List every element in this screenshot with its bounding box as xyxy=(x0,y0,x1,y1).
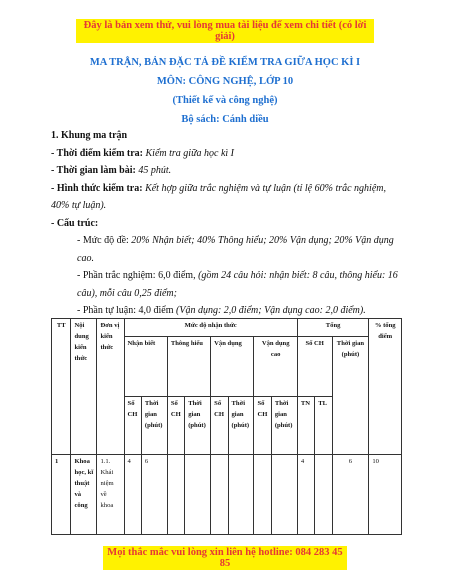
vdc-thoi-gian: Thời gian (phút) xyxy=(271,397,297,455)
header-total-time: Thời gian (phút) xyxy=(332,337,369,455)
structure-mcq-value: (gồm 24 câu hỏi: nhận biết: 8 câu, thông hiểu: 16 câu), mỗi câu 0,25 điểm; xyxy=(77,270,398,299)
row1-time-total: 6 xyxy=(332,455,369,535)
row1-vd-time xyxy=(228,455,254,535)
header-percent: % tổng điểm xyxy=(369,319,402,455)
row1-nb-time: 6 xyxy=(141,455,167,535)
row1-vd-so xyxy=(211,455,228,535)
row1-vdc-time xyxy=(271,455,297,535)
header-levels: Mức độ nhận thức xyxy=(124,319,297,337)
structure-essay-value: (Vận dụng: 2,0 điểm; Vận dụng cao: 2,0 điểm). xyxy=(176,305,366,316)
hotline-banner: Mọi thắc mắc vui lòng xin liên hệ hotline: 084 283 45 85 xyxy=(103,546,347,570)
header-van-dung: Vận dụng xyxy=(211,337,254,397)
structure-essay-line xyxy=(51,302,398,320)
duration-label: - Thời gian làm bài: xyxy=(51,165,136,176)
structure-level-line xyxy=(51,232,398,267)
title-line-1: MA TRẬN, BẢN ĐẶC TẢ ĐỀ KIỂM TRA GIỮA HỌC KÌ I xyxy=(89,57,361,68)
header-van-dung-cao: Vận dụng cao xyxy=(254,337,297,397)
structure-label: - Cấu trúc: xyxy=(51,217,99,229)
exam-time-value: Kiểm tra giữa học kì I xyxy=(145,147,235,159)
row1-percent: 10 xyxy=(369,455,402,535)
exam-time-line xyxy=(51,145,398,163)
vdc-so-ch: Số CH xyxy=(254,397,271,455)
structure-mcq-prefix: - Phần trắc nghiệm: 6,0 điểm, xyxy=(77,270,199,281)
th-thoi-gian: Thời gian (phút) xyxy=(185,397,211,455)
title-line-4: Bộ sách: Cánh diều xyxy=(181,114,269,125)
structure-mcq-line xyxy=(51,267,398,302)
vd-thoi-gian: Thời gian (phút) xyxy=(228,397,254,455)
vd-so-ch: Số CH xyxy=(211,397,228,455)
header-nhan-biet: Nhận biết xyxy=(124,337,167,397)
structure-essay-prefix: - Phần tự luận: 4,0 điểm xyxy=(77,305,177,316)
row1-content: Khoa học, kĩ thuật và công xyxy=(71,455,97,535)
duration-value: 45 phút. xyxy=(138,165,172,176)
duration-line xyxy=(51,162,398,180)
title-line-2: MÔN: CÔNG NGHỆ, LỚP 10 xyxy=(156,76,294,87)
preview-banner: Đây là bản xem thử, vui lòng mua tài liệu để xem chi tiết (có lời giải) xyxy=(76,19,374,43)
format-label: - Hình thức kiểm tra: xyxy=(51,182,143,194)
row1-th-so xyxy=(167,455,184,535)
table-header-row xyxy=(52,319,402,337)
row1-th-time xyxy=(185,455,211,535)
row1-tl xyxy=(315,455,332,535)
row1-tn: 4 xyxy=(297,455,314,535)
matrix-table xyxy=(51,318,402,535)
section-heading: 1. Khung ma trận xyxy=(51,130,128,141)
nb-thoi-gian: Thời gian (phút) xyxy=(141,397,167,455)
header-tt: TT xyxy=(52,319,71,455)
document-title-block xyxy=(0,53,450,129)
document-body xyxy=(51,127,398,320)
header-unit: Đơn vị kiến thức xyxy=(97,319,124,455)
header-so-ch: Số CH xyxy=(297,337,332,397)
header-total: Tổng xyxy=(297,319,369,337)
row1-vdc-so xyxy=(254,455,271,535)
structure-level-prefix: - Mức độ đề: xyxy=(77,235,132,246)
row1-unit: 1.1. Khái niệm về khoa xyxy=(97,455,124,535)
row1-tt: 1 xyxy=(52,455,71,535)
table-row xyxy=(52,455,402,535)
header-thong-hieu: Thông hiểu xyxy=(167,337,210,397)
header-content: Nội dung kiến thức xyxy=(71,319,97,455)
total-tn: TN xyxy=(297,397,314,455)
structure-level-value: 20% Nhận biết; 40% Thông hiểu; 20% Vận dụng; 20% Vận dụng cao. xyxy=(77,235,394,264)
nb-so-ch: Số CH xyxy=(124,397,141,455)
row1-nb-so: 4 xyxy=(124,455,141,535)
th-so-ch: Số CH xyxy=(167,397,184,455)
total-tl: TL xyxy=(315,397,332,455)
format-line xyxy=(51,180,398,215)
format-value: Kết hợp giữa trắc nghiệm và tự luận (tỉ lệ 60% trắc nghiệm, 40% tự luận). xyxy=(51,182,386,211)
title-line-3: (Thiết kế và công nghệ) xyxy=(172,95,278,106)
exam-time-label: - Thời điểm kiểm tra: xyxy=(51,147,144,159)
